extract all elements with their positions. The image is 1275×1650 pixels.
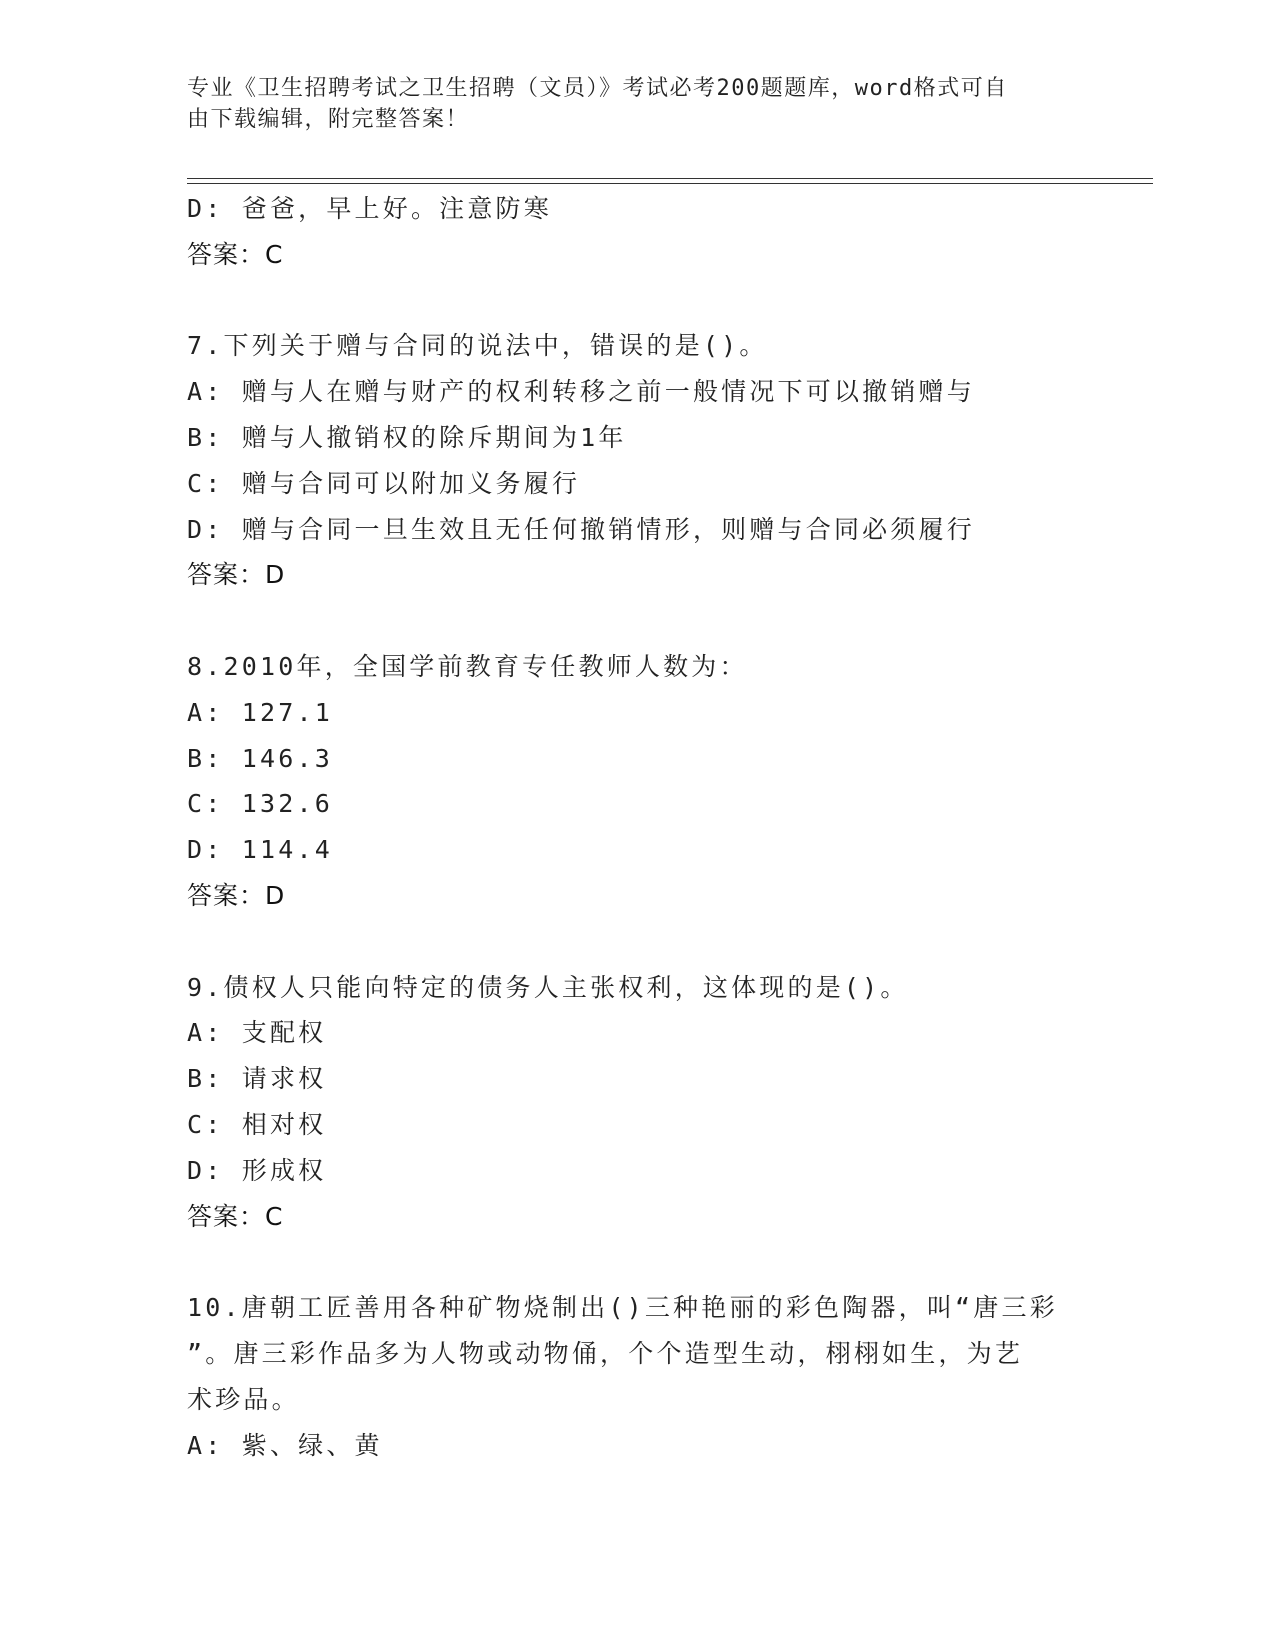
question-stem: 8.2010年，全国学前教育专任教师人数为：	[187, 651, 748, 681]
spacer	[187, 1239, 1087, 1285]
question-7	[187, 323, 1087, 598]
answer-line: 答案：C	[187, 239, 284, 269]
spacer	[187, 278, 1087, 324]
option-a: A: 127.1	[187, 697, 334, 727]
header-divider-top	[187, 178, 1153, 179]
option-c: C: 132.6	[187, 789, 334, 819]
option-d: D: 形成权	[187, 1155, 327, 1185]
option-d: D: 爸爸，早上好。注意防寒	[187, 194, 552, 223]
spacer	[187, 919, 1087, 965]
question-stem-line-3: 术珍品。	[187, 1384, 300, 1414]
option-a: A: 支配权	[187, 1018, 327, 1048]
header-divider-bottom	[187, 183, 1153, 184]
question-stem: 7.下列关于赠与合同的说法中，错误的是()。	[187, 331, 768, 361]
spacer	[187, 598, 1087, 644]
question-9	[187, 965, 1087, 1240]
header-line-1: 专业《卫生招聘考试之卫生招聘（文员）》考试必考200题题库，word格式可自	[187, 76, 1008, 101]
question-list	[187, 186, 1087, 1468]
answer-line: 答案：D	[187, 560, 286, 590]
option-d: D: 赠与合同一旦生效且无任何撤销情形，则赠与合同必须履行	[187, 514, 975, 544]
question-10	[187, 1285, 1087, 1468]
question-8	[187, 644, 1087, 919]
question-stem-line-1: 10.唐朝工匠善用各种矿物烧制出()三种艳丽的彩色陶器，叫“唐三彩	[187, 1293, 1058, 1323]
option-b: B: 赠与人撤销权的除斥期间为1年	[187, 422, 627, 452]
answer-line: 答案：D	[187, 880, 286, 910]
option-c: C: 相对权	[187, 1109, 327, 1139]
header-line-2: 由下载编辑，附完整答案！	[187, 107, 470, 132]
answer-line: 答案：C	[187, 1201, 284, 1231]
option-c: C: 赠与合同可以附加义务履行	[187, 468, 581, 498]
option-b: B: 请求权	[187, 1064, 327, 1094]
question-stem-line-2: ”。唐三彩作品多为人物或动物俑，个个造型生动，栩栩如生，为艺	[187, 1338, 1024, 1368]
question-stem: 9.债权人只能向特定的债务人主张权利，这体现的是()。	[187, 972, 909, 1002]
option-d: D: 114.4	[187, 835, 334, 865]
option-a: A: 赠与人在赠与财产的权利转移之前一般情况下可以撤销赠与	[187, 377, 975, 407]
document-header	[187, 73, 1067, 135]
option-b: B: 146.3	[187, 743, 334, 773]
option-a: A: 紫、绿、黄	[187, 1430, 383, 1460]
